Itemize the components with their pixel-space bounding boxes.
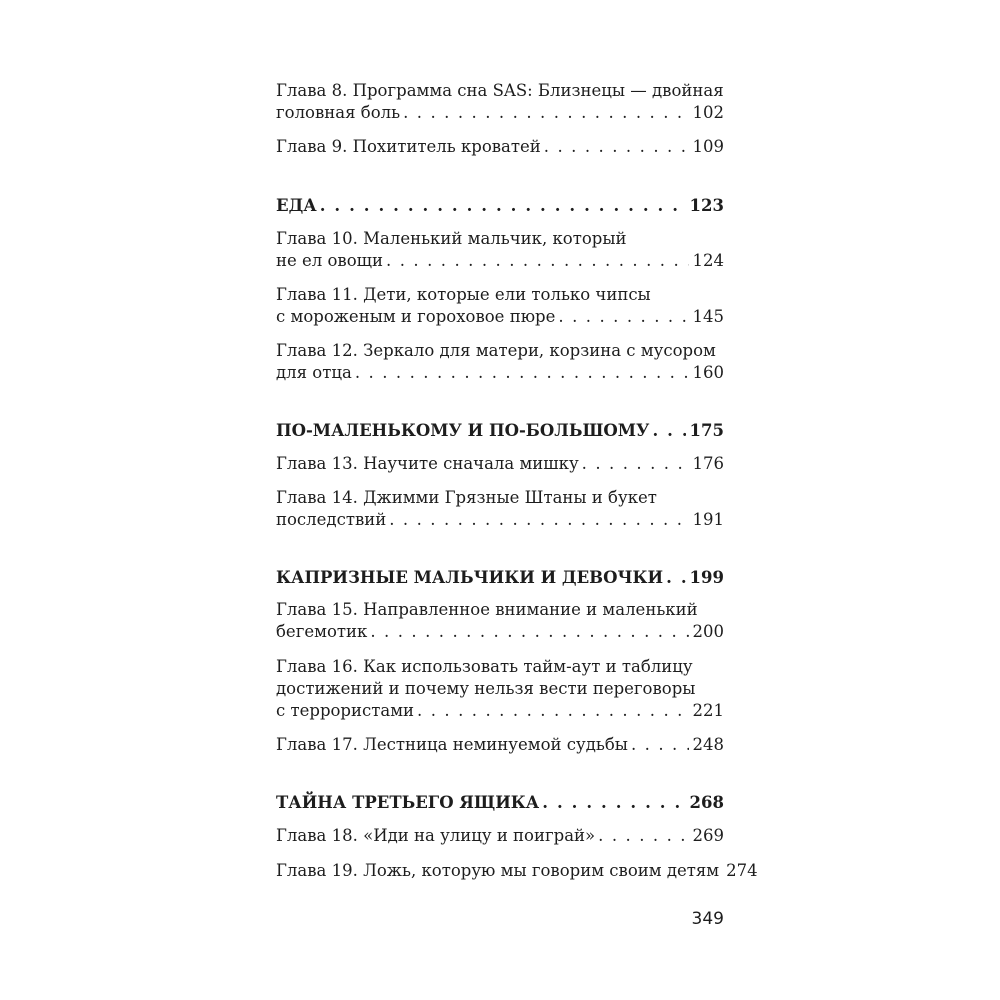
toc-page-number: 102 (692, 103, 724, 122)
toc-page-number: 160 (692, 363, 724, 382)
toc-entry (276, 656, 724, 722)
toc-entry-line: Глава 18. «Иди на улицу и поиграй» (276, 826, 596, 845)
toc-entry-line: Глава 19. Ложь, которую мы говорим своим детям (276, 861, 720, 880)
toc-entry (276, 340, 724, 384)
toc-page-number: 200 (692, 622, 724, 641)
toc-entry-line: достижений и почему нельзя вести переговоры (276, 679, 696, 698)
dot-leader (542, 792, 685, 814)
toc-entry (276, 228, 724, 272)
dot-leader (598, 825, 688, 847)
toc-entry-line: Глава 15. Направленное внимание и маленький (276, 600, 698, 619)
toc-section-heading (276, 420, 724, 442)
toc-page-number: 268 (689, 793, 724, 812)
toc-page-number: 274 (726, 861, 758, 880)
toc-entry (276, 599, 724, 643)
toc-section-heading (276, 567, 724, 589)
toc-page-number: 145 (692, 307, 724, 326)
toc-page-number: 123 (689, 196, 724, 215)
dot-leader (355, 362, 689, 384)
toc-page-number: 109 (692, 137, 724, 156)
dot-leader (386, 250, 689, 272)
toc-entry (276, 825, 724, 847)
toc-page-number: 124 (692, 251, 724, 270)
toc-entry-line: ТАЙНА ТРЕТЬЕГО ЯЩИКА (276, 793, 540, 812)
toc-entry-line: Глава 8. Программа сна SAS: Близнецы — двойная (276, 81, 724, 100)
toc-entry-line: головная боль (276, 103, 401, 122)
toc-entry-line: Глава 13. Научите сначала мишку (276, 454, 579, 473)
dot-leader (389, 509, 688, 531)
toc-entry-line: с террористами (276, 701, 415, 720)
dot-leader (370, 621, 688, 643)
toc-entry (276, 80, 724, 124)
toc-entry-line: Глава 11. Дети, которые ели только чипсы (276, 285, 651, 304)
toc-section-heading (276, 792, 724, 814)
toc-entry-line: ПО-МАЛЕНЬКОМУ И ПО-БОЛЬШОМУ (276, 421, 650, 440)
toc-entry-line: ЕДА (276, 196, 317, 215)
dot-leader (320, 195, 686, 217)
dot-leader (417, 700, 688, 722)
page-number: 349 (691, 909, 724, 929)
dot-leader (544, 136, 689, 158)
toc-entry-line: Глава 16. Как использовать тайм-аут и таблицу (276, 657, 693, 676)
toc-page-number: 248 (692, 735, 724, 754)
toc-entry (276, 453, 724, 475)
toc-entry-line: с мороженым и гороховое пюре (276, 307, 556, 326)
toc-entry (276, 136, 724, 158)
dot-leader (666, 567, 685, 589)
dot-leader (631, 734, 689, 756)
toc-entry-line: Глава 9. Похититель кроватей (276, 137, 541, 156)
toc-page-number: 191 (692, 510, 724, 529)
toc-entry-line: Глава 10. Маленький мальчик, который (276, 229, 627, 248)
toc-page-number: 221 (692, 701, 724, 720)
toc-entry (276, 487, 724, 531)
toc-entry (276, 284, 724, 328)
toc-entry-line: бегемотик (276, 622, 368, 641)
toc-page-number: 175 (689, 421, 724, 440)
toc-entry-line: Глава 14. Джимми Грязные Штаны и букет (276, 488, 657, 507)
toc-entry-line: КАПРИЗНЫЕ МАЛЬЧИКИ И ДЕВОЧКИ (276, 568, 664, 587)
toc-entry-line: Глава 17. Лестница неминуемой судьбы (276, 735, 628, 754)
toc-entry-line: для отца (276, 363, 352, 382)
toc-entry-line: последствий (276, 510, 387, 529)
dot-leader (558, 306, 688, 328)
toc-page-number: 199 (689, 568, 724, 587)
dot-leader (403, 102, 688, 124)
dot-leader (582, 453, 689, 475)
toc-section-heading (276, 195, 724, 217)
toc-entry (276, 860, 758, 882)
dot-leader (652, 420, 685, 442)
toc-entry-line: не ел овощи (276, 251, 383, 270)
toc-entry-line: Глава 12. Зеркало для матери, корзина с мусором (276, 341, 716, 360)
toc-page-number: 269 (692, 826, 724, 845)
toc-entry (276, 734, 724, 756)
toc-page-number: 176 (692, 454, 724, 473)
